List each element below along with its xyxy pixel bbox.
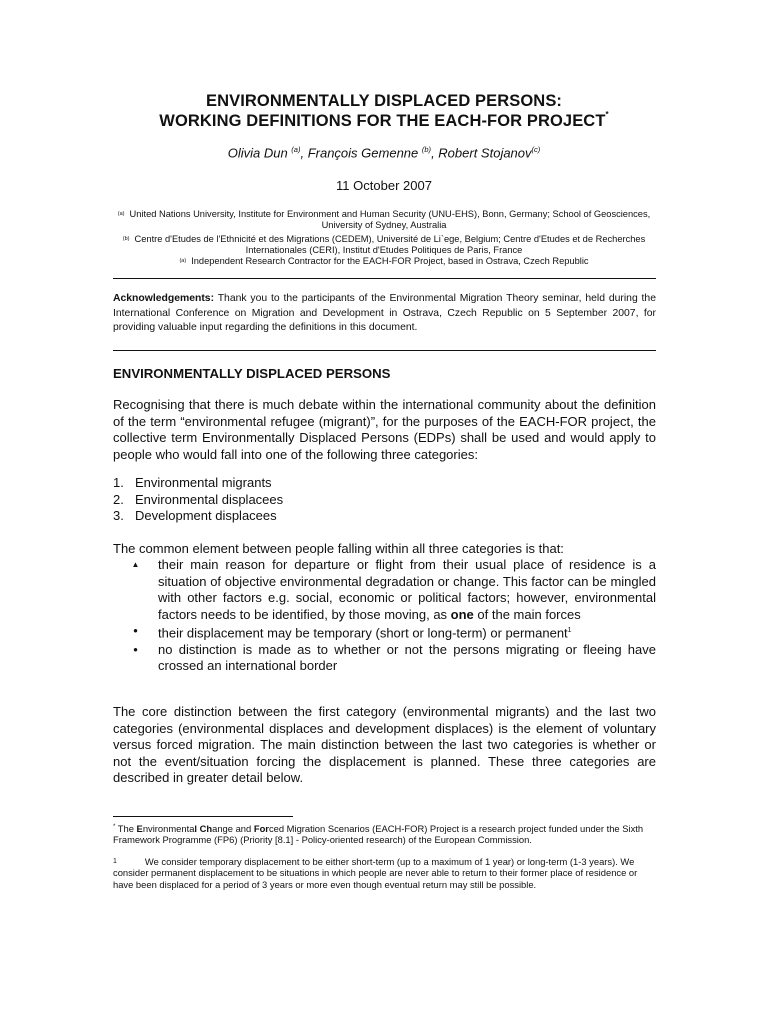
dot-bullet-icon: •: [133, 641, 138, 657]
list-number: 3.: [113, 508, 124, 523]
author-1-affil: (a): [291, 145, 301, 154]
bullet-emphasis: one: [450, 606, 474, 622]
affiliation-c: [110, 256, 658, 267]
bullet-item: [113, 557, 656, 623]
footnote-bold: E: [136, 823, 143, 835]
affiliation-tag: (b): [122, 236, 130, 243]
section-heading: ENVIRONMENTALLY DISPLACED PERSONS: [113, 366, 391, 381]
document-date: 11 October 2007: [336, 178, 432, 193]
list-item: [113, 492, 656, 509]
footnote-bold: For: [253, 823, 269, 835]
title-line-1: ENVIRONMENTALLY DISPLACED PERSONS:: [205, 92, 563, 110]
footnote-text: nvironmenta: [142, 823, 195, 835]
list-item: [113, 475, 656, 492]
author-1: Olivia Dun: [227, 145, 288, 161]
title-line-2: [0, 112, 768, 131]
category-list: [113, 475, 656, 525]
list-item-text: Environmental migrants: [135, 475, 272, 490]
bullet-item: [113, 642, 656, 675]
footnote-rule: [113, 816, 293, 817]
acknowledgements-label: Acknowledgements:: [113, 293, 215, 304]
bullet-text: [158, 623, 656, 642]
affiliation-tag: (a): [117, 211, 125, 218]
bullet-text: [158, 557, 656, 623]
bullet-text-part: of the main forces: [473, 606, 581, 622]
title-footnote-marker: *: [605, 110, 609, 119]
acknowledgements: [113, 292, 656, 336]
acknowledgements-text: Thank you to the participants of the Environmental Migration Theory seminar, held during the International Conference on Migration and Development in Ostrava, Czech Republic on 5 September 2007, for providing valuable input regarding the definitions in this document.: [113, 293, 656, 333]
bullet-text: no distinction is made as to whether or not the persons migrating or fleeing have crossed an international border: [158, 641, 656, 674]
footnote-marker: 1: [113, 858, 117, 865]
list-number: 2.: [113, 491, 124, 507]
footnote-marker: *: [113, 824, 116, 830]
footnote-text: ced Migration Scenarios (EACH-FOR) Project is a research project funded under the Sixth Framework Programme (FP6) (Priority [8.1] - Policy-oriented research) of the European Commission.: [113, 823, 644, 846]
bullet-list: [113, 557, 656, 675]
footnote-text: The: [115, 823, 137, 835]
triangle-bullet-icon: ▲: [131, 560, 140, 569]
footnote-ref: 1: [567, 627, 572, 634]
footnote-bold: l Ch: [194, 823, 213, 835]
divider-bottom: [113, 350, 656, 351]
title-line-2-text: WORKING DEFINITIONS FOR THE EACH-FOR PROJECT: [159, 112, 606, 130]
footnote-1: [113, 822, 656, 846]
intro-paragraph: Recognising that there is much debate within the international community about the definition of the term “environmental refugee (migrant)”, for the purposes of the EACH-FOR project, the collective term Environmentally Displaced Persons (EDPs) shall be used and would apply to people who would fall into one of the following three categories:: [113, 397, 656, 462]
list-number: 1.: [113, 475, 124, 490]
core-distinction-paragraph: The core distinction between the first category (environmental migrants) and the last two categories (environmental displaces and development displaces) is the element of voluntary versus forced migration. The main distinction between the last two categories is whether or not the event/situation forcing the displacement is planned. These three categories are described in greater detail below.: [113, 704, 656, 785]
list-item-text: Environmental displacees: [135, 491, 284, 507]
affiliation-tag: (a): [179, 258, 187, 265]
divider-top: [113, 278, 656, 279]
bullet-item: [113, 623, 656, 642]
affiliation-text: United Nations University, Institute for Environment and Human Security (UNU-EHS), Bonn, Germany; School of Geosciences, University of Sydney, Australia: [129, 209, 651, 231]
bullet-text-part: their displacement may be temporary (short or long-term) or permanent: [158, 625, 568, 641]
footnote-text: ange and: [212, 823, 254, 835]
author-list: Olivia Dun $^{(a)}$, François Gemenne $^{(b)}$, Robert Stojanov$^{(c)}$: [227, 145, 541, 161]
affiliation-text: Centre d'Etudes de l'Ethnicité et des Migrations (CEDEM), Université de Li`ege, Belgium; Centre d'Etudes et de Recherches Internationales (CERI), Institut d'Etudes Politiques de Paris, France: [134, 234, 646, 256]
footnote-2: [113, 856, 656, 890]
affiliation-text: Independent Research Contractor for the EACH-FOR Project, based in Ostrava, Czech Republic: [191, 256, 589, 266]
author-2: François Gemenne: [307, 145, 419, 161]
author-3-affil: (c): [531, 145, 541, 154]
affiliation-a: [110, 209, 658, 231]
affiliation-b: [110, 234, 658, 256]
footnote-text: We consider temporary displacement to be either short-term (up to a maximum of 1 year) or long-term (1-3 years). We consider permanent displacement to be situations in which people are never able to return to their former place of residence or have been displaced for a period of 3 years or more even though eventual return may still be possible.: [113, 856, 638, 890]
bullet-text-part: their main reason for departure or flight from their usual place of residence is a situation of objective environmental degradation or change. This factor can be mingled with other factors e.g. social, economic or political factors; however, environmental factors needs to be identified, by those moving, as: [158, 557, 656, 622]
list-item: [113, 508, 656, 525]
author-3: Robert Stojanov: [438, 145, 532, 161]
list-item-text: Development displacees: [135, 508, 277, 523]
author-2-affil: (b): [421, 145, 432, 154]
dot-bullet-icon: •: [133, 623, 138, 638]
common-element-paragraph: The common element between people falling within all three categories is that:: [113, 541, 564, 556]
